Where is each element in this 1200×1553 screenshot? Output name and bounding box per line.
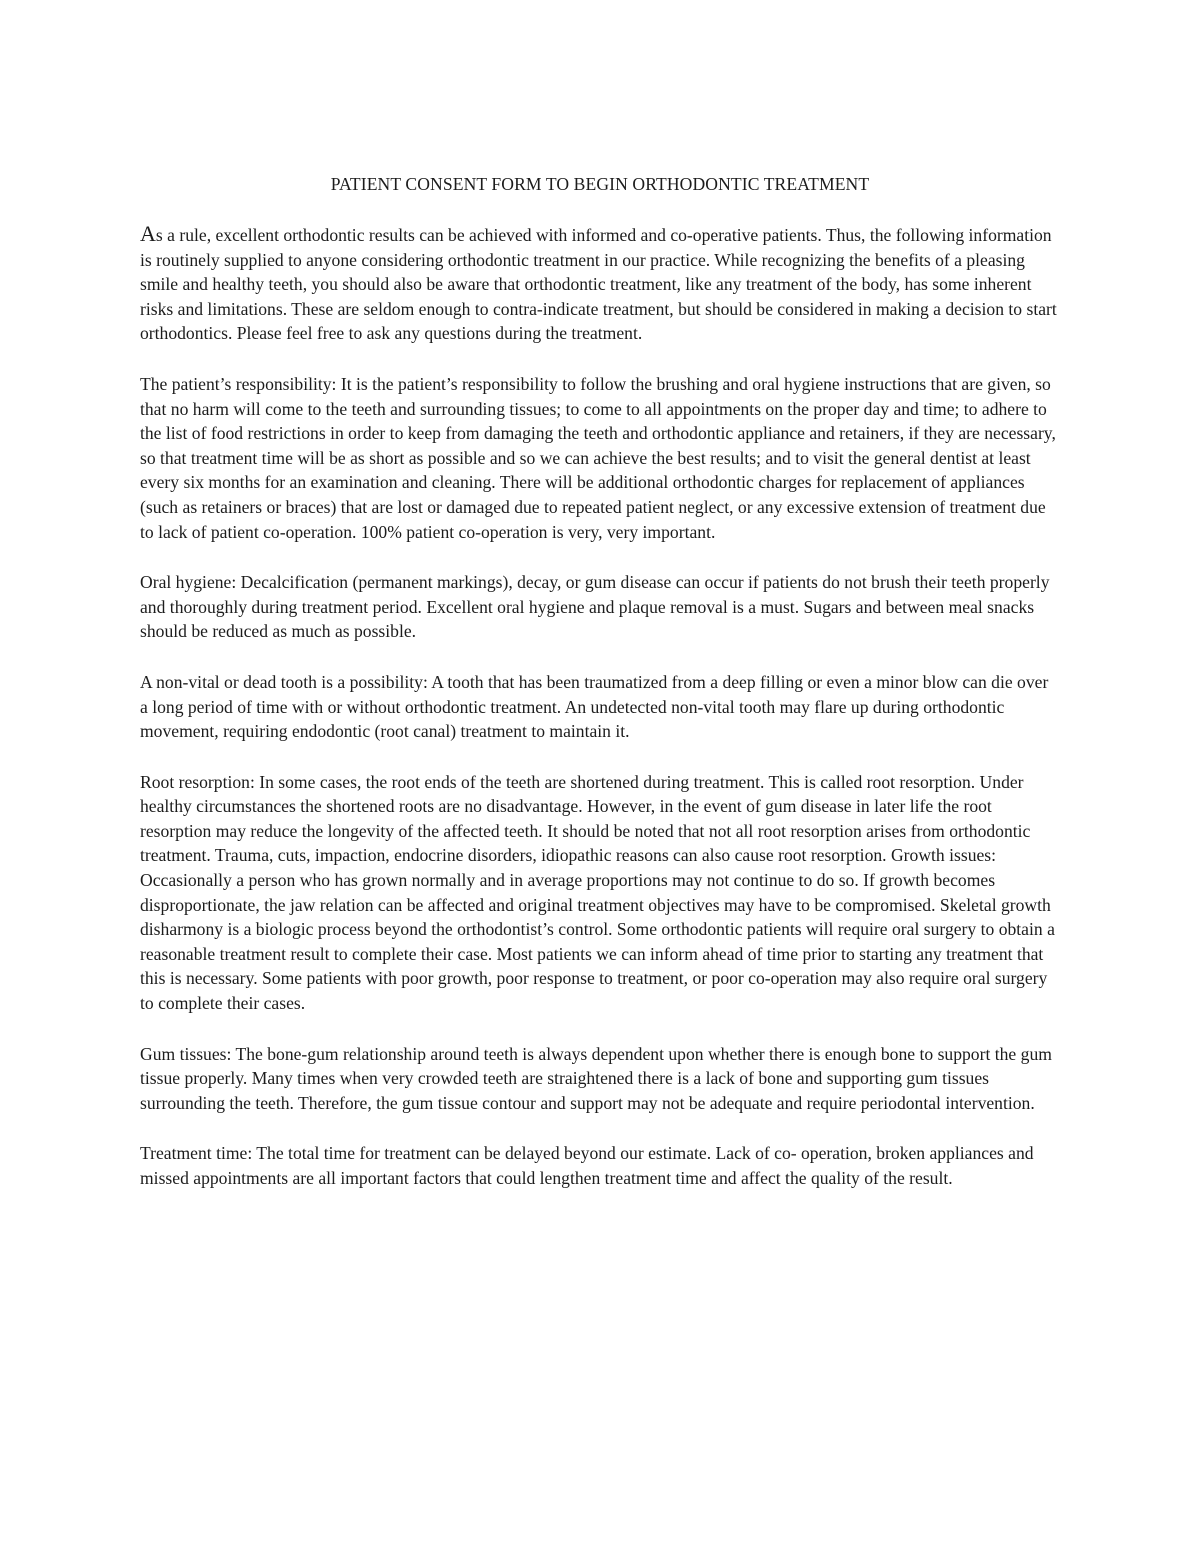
paragraph-gum-tissues: Gum tissues: The bone-gum relationship around teeth is always dependent upon whether there is enough bone to support the gum tissue properly. Many times when very crowded teeth are straightened there is a lack of bone and supporting gum tissues surrounding the teeth. Therefore, the gum tissue contour and support may not be adequate and require periodontal intervention. [140, 1043, 1052, 1113]
intro-paragraph [140, 222, 1060, 346]
paragraph-patient-responsibility: The patient’s responsibility: It is the patient’s responsibility to follow the brushing and oral hygiene instructions that are given, so that no harm will come to the teeth and surrounding tissues; to come to all appointments on the proper day and time; to adhere to the list of food restrictions in order to keep from damaging the teeth and orthodontic appliance and retainers, if they are necessary, so that treatment time will be as short as possible and so we can achieve the best results; and to visit the general dentist at least every six months for an examination and cleaning. There will be additional orthodontic charges for replacement of appliances (such as retainers or braces) that are lost or damaged due to repeated patient neglect, or any excessive extension of treatment due to lack of patient co-operation. 100% patient co-operation is very, very important. [140, 373, 1056, 542]
paragraph-root-resorption: Root resorption: In some cases, the root ends of the teeth are shortened during treatment. This is called root resorption. Under healthy circumstances the shortened roots are no disadvantage. However, in the event of gum disease in later life the root resorption may reduce the longevity of the affected teeth. It should be noted that not all root resorption arises from orthodontic treatment. Trauma, cuts, impaction, endocrine disorders, idiopathic reasons can also cause root resorption. Growth issues: Occasionally a person who has grown normally and in average proportions may not continue to do so. If growth becomes disproportionate, the jaw relation can be affected and original treatment objectives may have to be compromised. Skeletal growth disharmony is a biologic process beyond the orthodontist’s control. Some orthodontic patients will require oral surgery to obtain a reasonable treatment result to complete their case. Most patients we can inform ahead of time prior to starting any treatment that this is necessary. Some patients with poor growth, poor response to treatment, or poor co-operation may also require oral surgery to complete their cases. [140, 771, 1055, 1014]
intro-first-letter: A [140, 221, 156, 246]
paragraph-non-vital-tooth: A non-vital or dead tooth is a possibility: A tooth that has been traumatized from a deep filling or even a minor blow can die over a long period of time with or without orthodontic treatment. An undetected non-vital tooth may flare up during orthodontic movement, requiring endodontic (root canal) treatment to maintain it. [140, 671, 1049, 742]
document-body [140, 172, 1060, 1217]
intro-text: s a rule, excellent orthodontic results can be achieved with informed and co-operative patients. Thus, the following information is routinely supplied to anyone considering orthodontic treatment in our practice. While recognizing the benefits of a pleasing smile and healthy teeth, you should also be aware that orthodontic treatment, like any treatment of the body, has some inherent risks and limitations. These are seldom enough to contra-indicate treatment, but should be considered in making a decision to start orthodontics. Please feel free to ask any questions during the treatment. [140, 225, 1057, 344]
paragraph-treatment-time: Treatment time: The total time for treatment can be delayed beyond our estimate. Lack of co- operation, broken appliances and missed appointments are all important factors that could lengthen treatment time and affect the quality of the result. [140, 1143, 1034, 1188]
paragraph-oral-hygiene: Oral hygiene: Decalcification (permanent markings), decay, or gum disease can occur if patients do not brush their teeth properly and thoroughly during treatment period. Excellent oral hygiene and plaque removal is a must. Sugars and between meal snacks should be reduced as much as possible. [140, 572, 1050, 642]
document-title: PATIENT CONSENT FORM TO BEGIN ORTHODONTIC TREATMENT [330, 174, 870, 194]
